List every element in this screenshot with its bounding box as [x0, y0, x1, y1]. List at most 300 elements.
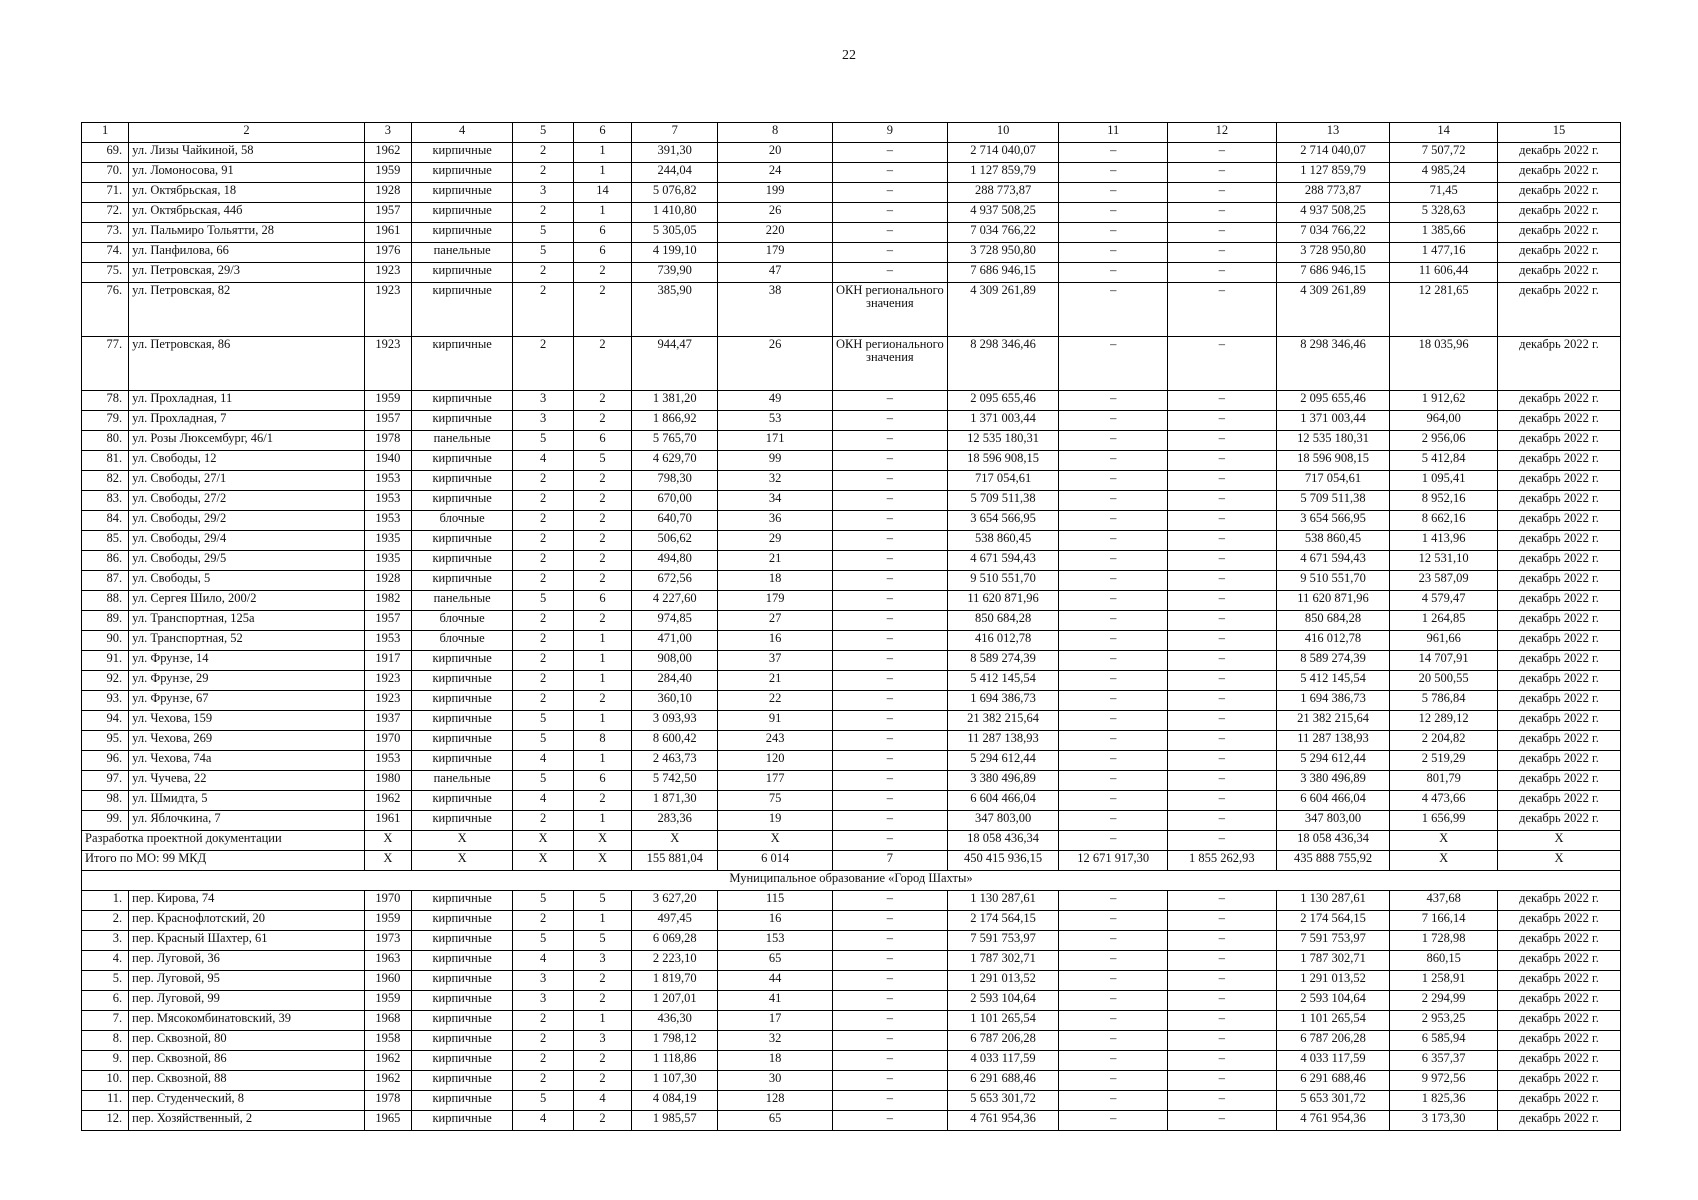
total-cost-cell: 4 761 954,36: [947, 1111, 1059, 1131]
entrances-cell: 1: [573, 631, 631, 651]
total-area-cell: 1 819,70: [632, 971, 718, 991]
row-number-cell: 81.: [82, 451, 129, 471]
cost-per-sqm-cell: 3 173,30: [1390, 1111, 1498, 1131]
build-year-cell: 1962: [364, 1051, 411, 1071]
cost-per-sqm-cell: 2 953,25: [1390, 1011, 1498, 1031]
heritage-status-cell: –: [833, 931, 948, 951]
page-number: 22: [842, 48, 856, 63]
total-cost-cell: 3 380 496,89: [947, 771, 1059, 791]
entrances-cell: 2: [573, 691, 631, 711]
total-area-cell: 908,00: [632, 651, 718, 671]
total-area-cell: 471,00: [632, 631, 718, 651]
table-row: [82, 751, 1621, 771]
local-cost-cell: 538 860,45: [1276, 531, 1390, 551]
total-cost-cell: 717 054,61: [947, 471, 1059, 491]
build-year-cell: 1978: [364, 1091, 411, 1111]
build-year-cell: 1961: [364, 811, 411, 831]
fund-cost-cell: –: [1059, 263, 1168, 283]
total-cost-cell: 1 127 859,79: [947, 163, 1059, 183]
residents-cell: 18: [718, 1051, 833, 1071]
total-cost-cell: 2 174 564,15: [947, 911, 1059, 931]
build-year-cell: 1928: [364, 571, 411, 591]
table-row: [82, 711, 1621, 731]
build-year-cell: 1953: [364, 511, 411, 531]
wall-material-cell: кирпичные: [411, 1051, 512, 1071]
table-cell: –: [1059, 831, 1168, 851]
completion-date-cell: декабрь 2022 г.: [1497, 891, 1620, 911]
total-area-cell: 436,30: [632, 1011, 718, 1031]
regional-cost-cell: –: [1168, 931, 1277, 951]
row-number-cell: 88.: [82, 591, 129, 611]
address-cell: ул. Свободы, 12: [129, 451, 365, 471]
entrances-cell: 6: [573, 771, 631, 791]
table-row: [82, 611, 1621, 631]
table-body-previous-mo: [82, 143, 1621, 831]
regional-cost-cell: –: [1168, 143, 1277, 163]
local-cost-cell: 4 033 117,59: [1276, 1051, 1390, 1071]
table-row: [82, 731, 1621, 751]
residents-cell: 120: [718, 751, 833, 771]
entrances-cell: 1: [573, 143, 631, 163]
floors-cell: 2: [513, 1011, 573, 1031]
entrances-cell: 1: [573, 671, 631, 691]
table-cell: X: [1497, 831, 1620, 851]
regional-cost-cell: –: [1168, 163, 1277, 183]
entrances-cell: 1: [573, 711, 631, 731]
wall-material-cell: кирпичные: [411, 1071, 512, 1091]
wall-material-cell: панельные: [411, 431, 512, 451]
wall-material-cell: кирпичные: [411, 1031, 512, 1051]
design-documentation-row: [82, 831, 1621, 851]
fund-cost-cell: –: [1059, 243, 1168, 263]
wall-material-cell: кирпичные: [411, 1011, 512, 1031]
total-area-cell: 3 093,93: [632, 711, 718, 731]
residents-cell: 49: [718, 391, 833, 411]
completion-date-cell: декабрь 2022 г.: [1497, 1011, 1620, 1031]
build-year-cell: 1968: [364, 1011, 411, 1031]
table-cell: X: [632, 831, 718, 851]
heritage-status-cell: –: [833, 223, 948, 243]
total-area-cell: 506,62: [632, 531, 718, 551]
table-row: [82, 1071, 1621, 1091]
entrances-cell: 1: [573, 1011, 631, 1031]
total-cost-cell: 850 684,28: [947, 611, 1059, 631]
total-area-cell: 283,36: [632, 811, 718, 831]
row-number-cell: 77.: [82, 337, 129, 391]
heritage-status-cell: –: [833, 263, 948, 283]
address-cell: ул. Свободы, 27/2: [129, 491, 365, 511]
table-row: [82, 651, 1621, 671]
row-number-cell: 74.: [82, 243, 129, 263]
total-cost-cell: 11 287 138,93: [947, 731, 1059, 751]
build-year-cell: 1957: [364, 411, 411, 431]
residents-cell: 41: [718, 991, 833, 1011]
floors-cell: 5: [513, 771, 573, 791]
cost-per-sqm-cell: 14 707,91: [1390, 651, 1498, 671]
heritage-status-cell: ОКН регионального значения: [833, 337, 948, 391]
total-area-cell: 670,00: [632, 491, 718, 511]
completion-date-cell: декабрь 2022 г.: [1497, 263, 1620, 283]
heritage-status-cell: –: [833, 243, 948, 263]
residents-cell: 47: [718, 263, 833, 283]
wall-material-cell: блочные: [411, 611, 512, 631]
entrances-cell: 2: [573, 531, 631, 551]
row-number-cell: 76.: [82, 283, 129, 337]
heritage-status-cell: –: [833, 991, 948, 1011]
table-row: [82, 671, 1621, 691]
floors-cell: 2: [513, 651, 573, 671]
wall-material-cell: кирпичные: [411, 671, 512, 691]
floors-cell: 3: [513, 411, 573, 431]
table-cell: –: [833, 831, 948, 851]
build-year-cell: 1953: [364, 491, 411, 511]
entrances-cell: 2: [573, 971, 631, 991]
residents-cell: 32: [718, 1031, 833, 1051]
residents-cell: 179: [718, 243, 833, 263]
fund-cost-cell: –: [1059, 1031, 1168, 1051]
floors-cell: 2: [513, 531, 573, 551]
completion-date-cell: декабрь 2022 г.: [1497, 691, 1620, 711]
address-cell: пер. Сквозной, 86: [129, 1051, 365, 1071]
column-header: 10: [947, 123, 1059, 143]
cost-per-sqm-cell: 4 579,47: [1390, 591, 1498, 611]
row-number-cell: 3.: [82, 931, 129, 951]
fund-cost-cell: –: [1059, 1011, 1168, 1031]
completion-date-cell: декабрь 2022 г.: [1497, 551, 1620, 571]
fund-cost-cell: –: [1059, 631, 1168, 651]
row-number-cell: 95.: [82, 731, 129, 751]
entrances-cell: 3: [573, 1031, 631, 1051]
fund-cost-cell: –: [1059, 223, 1168, 243]
local-cost-cell: 8 298 346,46: [1276, 337, 1390, 391]
build-year-cell: 1958: [364, 1031, 411, 1051]
heritage-status-cell: –: [833, 631, 948, 651]
row-number-cell: 82.: [82, 471, 129, 491]
row-number-cell: 93.: [82, 691, 129, 711]
local-cost-cell: 1 291 013,52: [1276, 971, 1390, 991]
total-cost-cell: 7 591 753,97: [947, 931, 1059, 951]
total-cost-cell: 3 654 566,95: [947, 511, 1059, 531]
floors-cell: 2: [513, 283, 573, 337]
table-cell: –: [1168, 831, 1277, 851]
heritage-status-cell: –: [833, 551, 948, 571]
completion-date-cell: декабрь 2022 г.: [1497, 811, 1620, 831]
address-cell: ул. Прохладная, 11: [129, 391, 365, 411]
floors-cell: 5: [513, 891, 573, 911]
housing-repair-table: [81, 122, 1621, 1131]
heritage-status-cell: –: [833, 711, 948, 731]
fund-cost-cell: –: [1059, 911, 1168, 931]
table-row: [82, 1051, 1621, 1071]
regional-cost-cell: –: [1168, 991, 1277, 1011]
heritage-status-cell: –: [833, 163, 948, 183]
address-cell: ул. Транспортная, 52: [129, 631, 365, 651]
fund-cost-cell: –: [1059, 551, 1168, 571]
table-row: [82, 631, 1621, 651]
local-cost-cell: 1 787 302,71: [1276, 951, 1390, 971]
regional-cost-cell: –: [1168, 531, 1277, 551]
total-area-cell: 244,04: [632, 163, 718, 183]
column-header: 1: [82, 123, 129, 143]
row-number-cell: 80.: [82, 431, 129, 451]
local-cost-cell: 4 761 954,36: [1276, 1111, 1390, 1131]
residents-cell: 36: [718, 511, 833, 531]
table-cell: 7: [833, 851, 948, 871]
heritage-status-cell: –: [833, 1011, 948, 1031]
residents-cell: 17: [718, 1011, 833, 1031]
fund-cost-cell: –: [1059, 1091, 1168, 1111]
row-number-cell: 89.: [82, 611, 129, 631]
build-year-cell: 1923: [364, 671, 411, 691]
entrances-cell: 6: [573, 243, 631, 263]
address-cell: пер. Луговой, 99: [129, 991, 365, 1011]
total-cost-cell: 4 033 117,59: [947, 1051, 1059, 1071]
entrances-cell: 2: [573, 511, 631, 531]
entrances-cell: 2: [573, 491, 631, 511]
total-cost-cell: 12 535 180,31: [947, 431, 1059, 451]
fund-cost-cell: –: [1059, 751, 1168, 771]
total-cost-cell: 7 686 946,15: [947, 263, 1059, 283]
total-area-cell: 1 381,20: [632, 391, 718, 411]
total-cost-cell: 5 709 511,38: [947, 491, 1059, 511]
entrances-cell: 2: [573, 1071, 631, 1091]
table-row: [82, 1011, 1621, 1031]
cost-per-sqm-cell: 1 825,36: [1390, 1091, 1498, 1111]
table-row: [82, 991, 1621, 1011]
total-area-cell: 5 305,05: [632, 223, 718, 243]
total-cost-cell: 1 130 287,61: [947, 891, 1059, 911]
table-row: [82, 971, 1621, 991]
row-number-cell: 5.: [82, 971, 129, 991]
cost-per-sqm-cell: 1 385,66: [1390, 223, 1498, 243]
fund-cost-cell: –: [1059, 771, 1168, 791]
wall-material-cell: кирпичные: [411, 531, 512, 551]
fund-cost-cell: –: [1059, 811, 1168, 831]
address-cell: ул. Сергея Шило, 200/2: [129, 591, 365, 611]
address-cell: ул. Яблочкина, 7: [129, 811, 365, 831]
local-cost-cell: 4 671 594,43: [1276, 551, 1390, 571]
wall-material-cell: кирпичные: [411, 283, 512, 337]
total-area-cell: 4 629,70: [632, 451, 718, 471]
fund-cost-cell: –: [1059, 451, 1168, 471]
total-cost-cell: 2 714 040,07: [947, 143, 1059, 163]
build-year-cell: 1959: [364, 391, 411, 411]
column-header: 14: [1390, 123, 1498, 143]
build-year-cell: 1957: [364, 611, 411, 631]
floors-cell: 3: [513, 183, 573, 203]
floors-cell: 2: [513, 337, 573, 391]
fund-cost-cell: –: [1059, 711, 1168, 731]
table-cell: 12 671 917,30: [1059, 851, 1168, 871]
build-year-cell: 1976: [364, 243, 411, 263]
entrances-cell: 2: [573, 791, 631, 811]
total-area-cell: 739,90: [632, 263, 718, 283]
table-row: [82, 471, 1621, 491]
floors-cell: 2: [513, 143, 573, 163]
heritage-status-cell: –: [833, 911, 948, 931]
cost-per-sqm-cell: 18 035,96: [1390, 337, 1498, 391]
total-area-cell: 1 866,92: [632, 411, 718, 431]
wall-material-cell: кирпичные: [411, 337, 512, 391]
total-area-cell: 284,40: [632, 671, 718, 691]
regional-cost-cell: –: [1168, 731, 1277, 751]
row-number-cell: 2.: [82, 911, 129, 931]
residents-cell: 53: [718, 411, 833, 431]
local-cost-cell: 2 593 104,64: [1276, 991, 1390, 1011]
heritage-status-cell: –: [833, 651, 948, 671]
completion-date-cell: декабрь 2022 г.: [1497, 491, 1620, 511]
total-cost-cell: 6 604 466,04: [947, 791, 1059, 811]
floors-cell: 2: [513, 611, 573, 631]
heritage-status-cell: –: [833, 951, 948, 971]
table-cell: X: [1390, 831, 1498, 851]
wall-material-cell: кирпичные: [411, 203, 512, 223]
address-cell: ул. Ломоносова, 91: [129, 163, 365, 183]
fund-cost-cell: –: [1059, 431, 1168, 451]
fund-cost-cell: –: [1059, 1051, 1168, 1071]
residents-cell: 75: [718, 791, 833, 811]
heritage-status-cell: –: [833, 431, 948, 451]
address-cell: ул. Свободы, 29/5: [129, 551, 365, 571]
local-cost-cell: 4 309 261,89: [1276, 283, 1390, 337]
floors-cell: 2: [513, 551, 573, 571]
local-cost-cell: 5 412 145,54: [1276, 671, 1390, 691]
heritage-status-cell: –: [833, 811, 948, 831]
cost-per-sqm-cell: 2 519,29: [1390, 751, 1498, 771]
row-number-cell: 83.: [82, 491, 129, 511]
floors-cell: 2: [513, 471, 573, 491]
build-year-cell: 1940: [364, 451, 411, 471]
local-cost-cell: 5 294 612,44: [1276, 751, 1390, 771]
table-row: [82, 911, 1621, 931]
entrances-cell: 2: [573, 991, 631, 1011]
section-header-row: [82, 871, 1621, 891]
regional-cost-cell: –: [1168, 223, 1277, 243]
floors-cell: 2: [513, 571, 573, 591]
wall-material-cell: кирпичные: [411, 1111, 512, 1131]
entrances-cell: 5: [573, 931, 631, 951]
residents-cell: 19: [718, 811, 833, 831]
build-year-cell: 1960: [364, 971, 411, 991]
table-row: [82, 203, 1621, 223]
local-cost-cell: 1 371 003,44: [1276, 411, 1390, 431]
heritage-status-cell: –: [833, 1111, 948, 1131]
wall-material-cell: кирпичные: [411, 491, 512, 511]
residents-cell: 99: [718, 451, 833, 471]
residents-cell: 32: [718, 471, 833, 491]
completion-date-cell: декабрь 2022 г.: [1497, 771, 1620, 791]
wall-material-cell: блочные: [411, 631, 512, 651]
address-cell: пер. Сквозной, 80: [129, 1031, 365, 1051]
address-cell: пер. Краснофлотский, 20: [129, 911, 365, 931]
row-number-cell: 86.: [82, 551, 129, 571]
regional-cost-cell: –: [1168, 1111, 1277, 1131]
row-number-cell: 72.: [82, 203, 129, 223]
local-cost-cell: 18 596 908,15: [1276, 451, 1390, 471]
entrances-cell: 1: [573, 811, 631, 831]
table-row: [82, 891, 1621, 911]
row-number-cell: 73.: [82, 223, 129, 243]
residents-cell: 115: [718, 891, 833, 911]
residents-cell: 21: [718, 671, 833, 691]
heritage-status-cell: –: [833, 671, 948, 691]
heritage-status-cell: –: [833, 971, 948, 991]
address-cell: ул. Свободы, 5: [129, 571, 365, 591]
local-cost-cell: 2 174 564,15: [1276, 911, 1390, 931]
build-year-cell: 1928: [364, 183, 411, 203]
floors-cell: 2: [513, 203, 573, 223]
cost-per-sqm-cell: 8 662,16: [1390, 511, 1498, 531]
wall-material-cell: кирпичные: [411, 1091, 512, 1111]
cost-per-sqm-cell: 5 328,63: [1390, 203, 1498, 223]
row-number-cell: 79.: [82, 411, 129, 431]
wall-material-cell: кирпичные: [411, 183, 512, 203]
residents-cell: 30: [718, 1071, 833, 1091]
column-header: 8: [718, 123, 833, 143]
cost-per-sqm-cell: 71,45: [1390, 183, 1498, 203]
regional-cost-cell: –: [1168, 1091, 1277, 1111]
table-body-shakhty: [82, 891, 1621, 1131]
total-cost-cell: 1 787 302,71: [947, 951, 1059, 971]
residents-cell: 34: [718, 491, 833, 511]
table-cell: 450 415 936,15: [947, 851, 1059, 871]
table-row: [82, 283, 1621, 337]
residents-cell: 16: [718, 911, 833, 931]
row-number-cell: 96.: [82, 751, 129, 771]
build-year-cell: 1959: [364, 911, 411, 931]
wall-material-cell: кирпичные: [411, 163, 512, 183]
heritage-status-cell: –: [833, 491, 948, 511]
floors-cell: 5: [513, 431, 573, 451]
completion-date-cell: декабрь 2022 г.: [1497, 143, 1620, 163]
total-cost-cell: 288 773,87: [947, 183, 1059, 203]
local-cost-cell: 6 291 688,46: [1276, 1071, 1390, 1091]
wall-material-cell: кирпичные: [411, 651, 512, 671]
total-area-cell: 391,30: [632, 143, 718, 163]
cost-per-sqm-cell: 4 473,66: [1390, 791, 1498, 811]
completion-date-cell: декабрь 2022 г.: [1497, 451, 1620, 471]
table-row: [82, 391, 1621, 411]
row-number-cell: 4.: [82, 951, 129, 971]
floors-cell: 4: [513, 451, 573, 471]
fund-cost-cell: –: [1059, 203, 1168, 223]
heritage-status-cell: –: [833, 1091, 948, 1111]
row-number-cell: 71.: [82, 183, 129, 203]
build-year-cell: 1970: [364, 891, 411, 911]
cost-per-sqm-cell: 6 357,37: [1390, 1051, 1498, 1071]
table-cell: X: [411, 831, 512, 851]
residents-cell: 24: [718, 163, 833, 183]
entrances-cell: 4: [573, 1091, 631, 1111]
regional-cost-cell: –: [1168, 791, 1277, 811]
residents-cell: 91: [718, 711, 833, 731]
cost-per-sqm-cell: 9 972,56: [1390, 1071, 1498, 1091]
row-number-cell: 10.: [82, 1071, 129, 1091]
address-cell: ул. Петровская, 82: [129, 283, 365, 337]
wall-material-cell: кирпичные: [411, 751, 512, 771]
regional-cost-cell: –: [1168, 243, 1277, 263]
table-cell: X: [513, 831, 573, 851]
cost-per-sqm-cell: 1 413,96: [1390, 531, 1498, 551]
regional-cost-cell: –: [1168, 183, 1277, 203]
regional-cost-cell: –: [1168, 263, 1277, 283]
wall-material-cell: кирпичные: [411, 263, 512, 283]
heritage-status-cell: –: [833, 511, 948, 531]
regional-cost-cell: –: [1168, 411, 1277, 431]
table-cell: 435 888 755,92: [1276, 851, 1390, 871]
total-cost-cell: 1 694 386,73: [947, 691, 1059, 711]
column-header: 2: [129, 123, 365, 143]
